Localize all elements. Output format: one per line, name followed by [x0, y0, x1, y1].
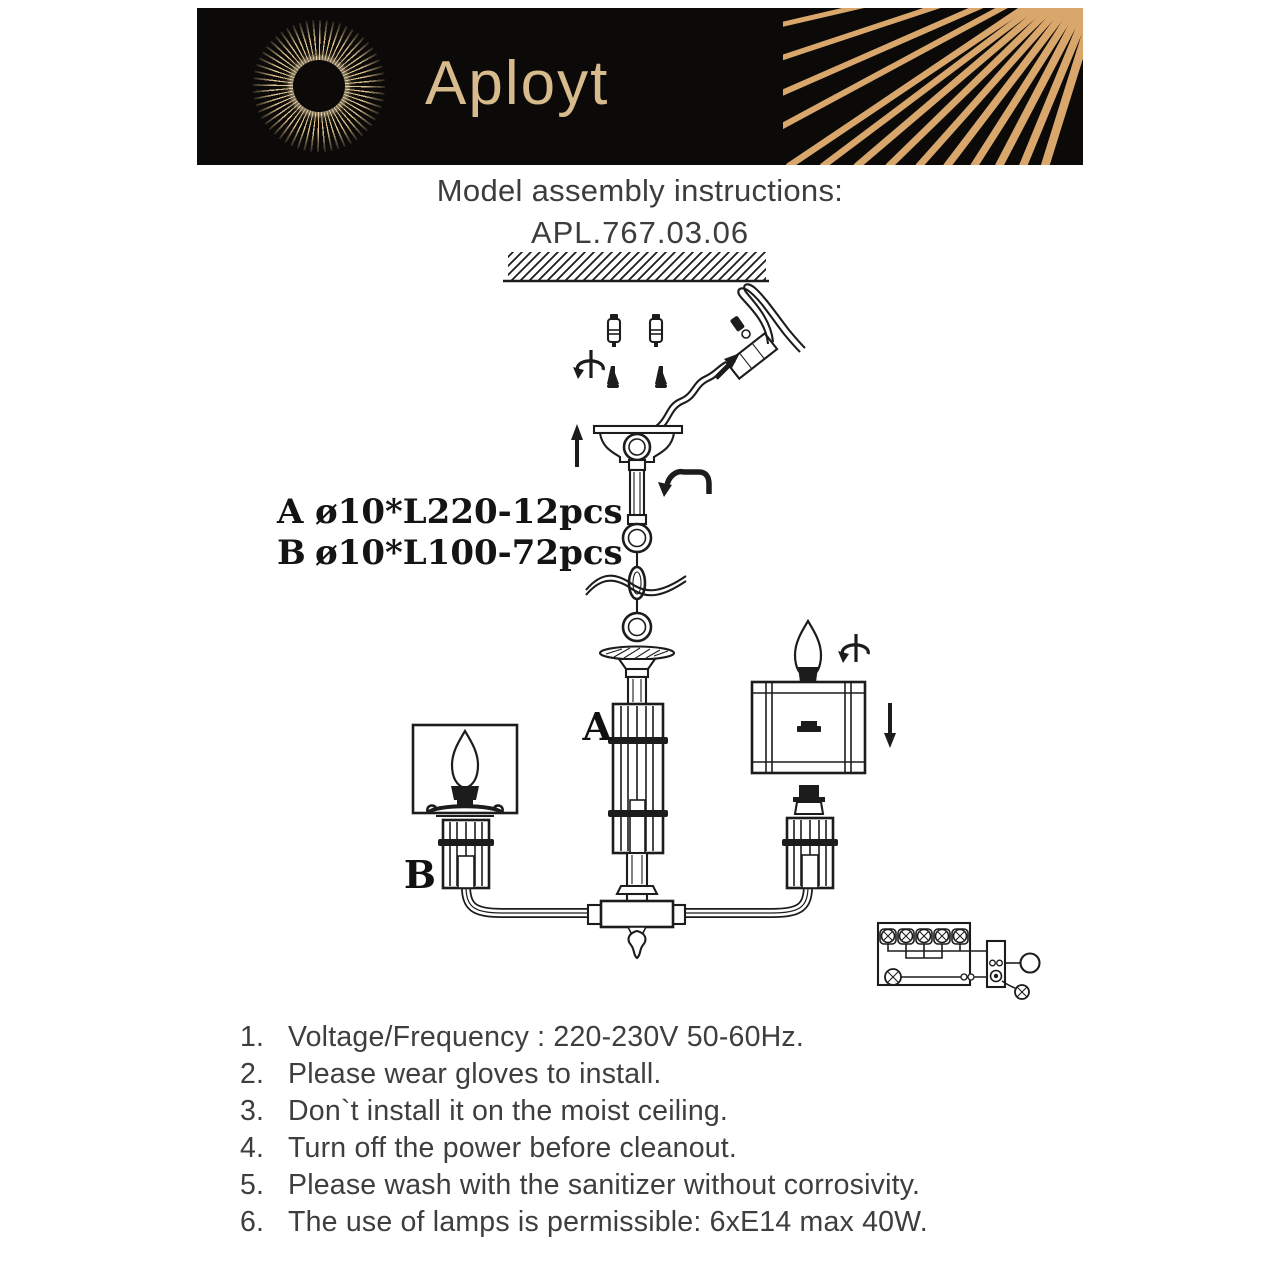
wall-anchors [608, 314, 662, 347]
instruction-item [240, 1019, 928, 1056]
instruction-number: 4. [240, 1132, 265, 1164]
instruction-text: Turn off the power before cleanout. [288, 1132, 738, 1164]
part-key-a: A [277, 492, 304, 532]
instruction-item [240, 1167, 928, 1204]
instructions-list [240, 1019, 928, 1241]
instruction-item [240, 1130, 928, 1167]
instruction-text: Don`t install it on the moist ceiling. [288, 1095, 729, 1127]
part-spec-b: ø10*L100-72pcs [315, 533, 623, 573]
part-spec-a: ø10*L220-12pcs [315, 492, 623, 532]
ceiling-hatch [503, 252, 769, 281]
instruction-item [240, 1056, 928, 1093]
wire-connector [655, 284, 805, 431]
instruction-text: The use of lamps is permissible: 6xE14 max 40W. [288, 1206, 928, 1238]
up-arrow-icon [571, 424, 583, 467]
hook-icon [658, 472, 709, 497]
instruction-number: 6. [240, 1206, 265, 1238]
instruction-number: 5. [240, 1169, 265, 1201]
chain [623, 470, 651, 641]
center-column [600, 647, 674, 903]
instruction-text: Voltage/Frequency : 220-230V 50-60Hz. [288, 1021, 804, 1053]
diagram-label-a: A [582, 704, 612, 749]
part-row-b [277, 533, 623, 574]
model-code: APL.767.03.06 [530, 215, 750, 250]
part-row-a [277, 492, 623, 533]
instruction-text: Please wear gloves to install. [288, 1058, 662, 1090]
rotate-icon-top [573, 350, 603, 379]
brand-name: Aployt [425, 49, 610, 118]
part-key-b: B [277, 533, 306, 573]
instruction-number: 1. [240, 1021, 265, 1053]
diagram-label-b: B [403, 852, 436, 897]
ceiling-canopy [594, 426, 682, 470]
down-arrow-icon [884, 703, 896, 748]
parts-legend [277, 492, 623, 574]
instruction-text: Please wash with the sanitizer without corrosivity. [288, 1169, 921, 1201]
instruction-number: 2. [240, 1058, 265, 1090]
instruction-item [240, 1204, 928, 1241]
arm-right [682, 886, 808, 913]
page-title: Model assembly instructions: [436, 173, 844, 208]
lamp-right [752, 621, 865, 888]
mounting-screws [607, 366, 667, 388]
hub-and-finial [588, 901, 685, 958]
rotate-icon-bulb [838, 634, 868, 663]
instruction-number: 3. [240, 1095, 265, 1127]
instruction-item [240, 1093, 928, 1130]
wiring-diagram [878, 923, 1040, 999]
arm-left [466, 886, 592, 913]
